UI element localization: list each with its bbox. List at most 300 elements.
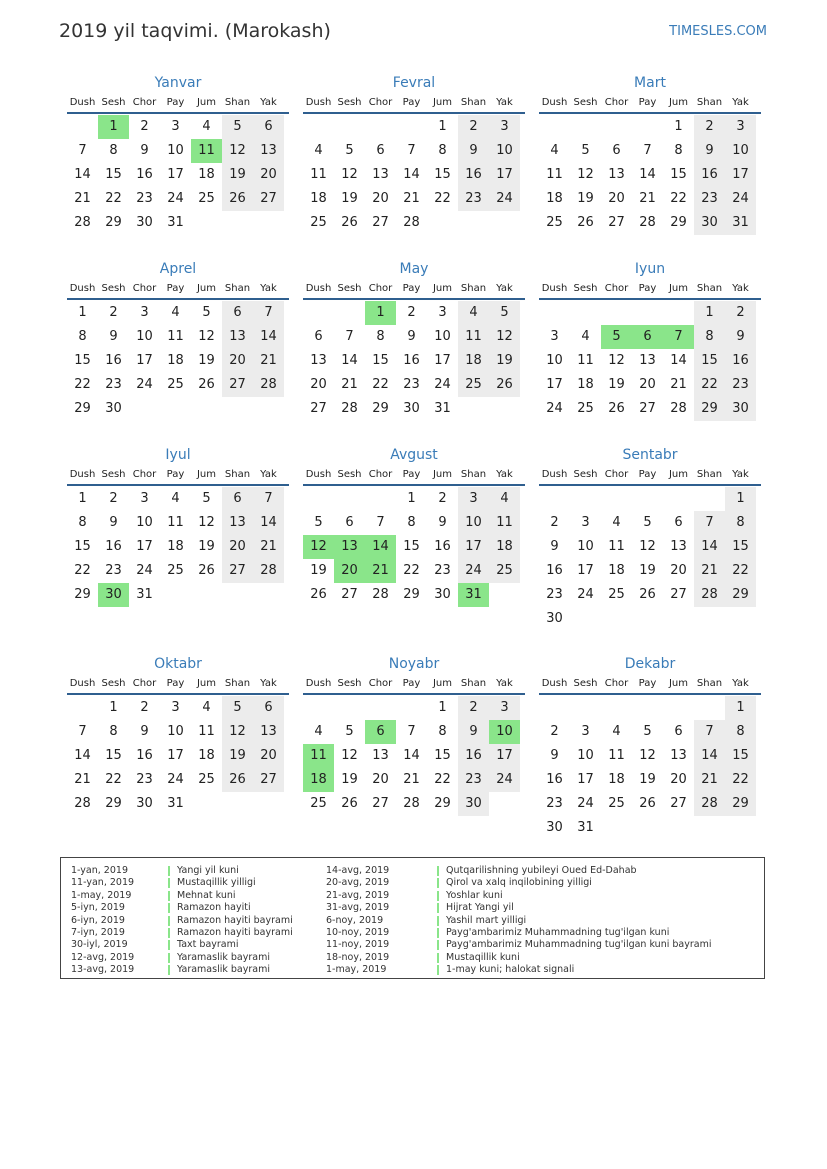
day-cell: 13 [310,353,327,368]
day-cell: 27 [608,215,625,230]
day-cell: 29 [105,215,122,230]
day-cell: 17 [489,744,520,768]
holiday-marker [437,928,439,938]
day-cell: 6 [674,724,683,739]
holiday-name: 1-may kuni; halokat signali [446,964,575,976]
weekday-label: Chor [132,469,157,480]
day-cell: 12 [198,329,215,344]
day-cell: 19 [639,772,656,787]
day-cell: 16 [105,353,122,368]
day-grid [303,696,525,816]
day-cell: 18 [608,772,625,787]
holiday-name: Payg'ambarimiz Muhammadning tug'ilgan kuni bayrami [446,939,712,951]
weekday-label: Chor [132,678,157,689]
day-cell: 20 [639,377,656,392]
day-cell: 5 [643,515,652,530]
day-cell: 6 [314,329,323,344]
holiday-name: Qirol va xalq inqilobining yilligi [446,877,592,889]
day-cell: 14 [341,353,358,368]
day-cell: 9 [550,748,559,763]
day-cell: 12 [222,139,253,163]
weekday-label: Shan [696,97,723,108]
day-cell: 24 [489,768,520,792]
day-cell: 21 [403,772,420,787]
day-cell: 17 [577,772,594,787]
day-cell: 7 [253,301,284,325]
day-cell: 8 [725,511,756,535]
weekday-label: Pay [638,469,657,480]
weekday-label: Pay [166,97,185,108]
day-cell: 20 [222,349,253,373]
day-cell: 19 [577,191,594,206]
day-cell: 12 [198,515,215,530]
day-cell: 19 [608,377,625,392]
weekday-label: Sesh [101,678,126,689]
day-cell: 27 [639,401,656,416]
day-cell: 12 [577,167,594,182]
day-cell: 26 [222,187,253,211]
page-title: 2019 yil taqvimi. (Marokash) [59,20,331,42]
weekday-label: Pay [402,678,421,689]
weekday-label: Shan [224,678,251,689]
day-cell: 9 [407,329,416,344]
day-cell: 3 [140,491,149,506]
holiday-date: 1-may, 2019 [326,964,387,976]
weekday-label: Sesh [337,283,362,294]
empty-cell [303,115,334,139]
day-cell: 30 [546,820,563,835]
day-cell: 7 [376,515,385,530]
day-cell: 16 [694,163,725,187]
day-cell: 11 [608,539,625,554]
day-cell: 28 [372,587,389,602]
holiday-name: Yangi yil kuni [177,865,239,876]
day-cell: 24 [167,191,184,206]
day-cell: 25 [198,772,215,787]
weekday-label: Jum [668,678,689,689]
day-cell: 20 [372,191,389,206]
day-cell: 7 [253,487,284,511]
holiday-date: 20-avg, 2019 [326,877,390,889]
empty-cell [334,115,365,139]
day-cell: 18 [167,353,184,368]
day-cell: 9 [458,139,489,163]
day-cell: 20 [670,772,687,787]
day-cell: 18 [458,349,489,373]
day-cell: 4 [171,305,180,320]
holiday-name: Payg'ambarimiz Muhammadning tug'ilgan kuni [446,926,670,938]
day-cell: 17 [167,167,184,182]
day-cell: 25 [546,215,563,230]
day-cell: 20 [222,535,253,559]
weekday-label: Yak [260,97,277,108]
day-cell: 22 [434,191,451,206]
weekday-label: Yak [732,469,749,480]
day-cell: 16 [458,744,489,768]
day-cell: 17 [725,163,756,187]
weekday-label: Yak [496,97,513,108]
weekday-label: Dush [305,283,332,294]
weekday-label: Pay [638,678,657,689]
day-cell: 7 [407,724,416,739]
weekday-label: Dush [305,678,332,689]
weekday-label: Dush [541,469,568,480]
day-cell: 1 [438,119,447,134]
weekday-header [539,466,761,486]
day-cell: 14 [253,325,284,349]
weekday-label: Dush [69,469,96,480]
month-sentabr [539,444,761,631]
day-cell: 25 [167,563,184,578]
day-cell: 28 [74,796,91,811]
day-cell: 9 [458,720,489,744]
day-cell: 29 [670,215,687,230]
weekday-label: Chor [604,97,629,108]
weekday-label: Jum [196,97,217,108]
day-cell: 13 [372,167,389,182]
day-cell: 27 [670,796,687,811]
day-grid [303,301,525,421]
day-cell: 22 [694,373,725,397]
weekday-label: Shan [460,97,487,108]
day-cell: 1 [725,696,756,720]
weekday-label: Jum [196,678,217,689]
day-cell: 10 [489,139,520,163]
day-cell: 4 [581,329,590,344]
day-grid [539,115,761,235]
weekday-label: Pay [402,283,421,294]
day-cell: 29 [74,587,91,602]
day-cell: 7 [643,143,652,158]
day-cell: 6 [222,487,253,511]
empty-cell [601,115,632,139]
weekday-header [67,466,289,486]
day-cell: 24 [167,772,184,787]
day-cell: 13 [253,139,284,163]
holiday-date: 7-iyn, 2019 [71,926,125,938]
day-cell: 26 [639,587,656,602]
weekday-header [303,94,525,114]
day-cell: 24 [434,377,451,392]
month-name: Oktabr [154,656,202,672]
weekday-label: Sesh [337,97,362,108]
day-cell: 12 [341,167,358,182]
month-dekabr [539,653,761,840]
weekday-header [303,675,525,695]
day-cell: 3 [581,724,590,739]
empty-cell [570,115,601,139]
day-cell: 7 [694,511,725,535]
day-cell: 25 [458,373,489,397]
weekday-label: Shan [224,469,251,480]
day-cell: 2 [550,724,559,739]
legend-row [61,902,761,914]
day-cell: 2 [407,305,416,320]
holiday-name: Taxt bayrami [177,939,239,951]
month-aprel [67,258,289,421]
day-cell: 4 [612,515,621,530]
day-cell: 26 [341,215,358,230]
day-cell: 24 [725,187,756,211]
day-cell: 11 [608,748,625,763]
day-cell: 8 [438,143,447,158]
day-cell: 6 [612,143,621,158]
day-cell: 13 [334,535,365,559]
day-cell: 23 [546,796,563,811]
day-cell: 20 [372,772,389,787]
day-cell: 12 [608,353,625,368]
empty-cell [334,487,365,511]
weekday-label: Pay [402,97,421,108]
weekday-label: Chor [368,283,393,294]
day-cell: 5 [581,143,590,158]
legend-row [61,939,761,951]
day-cell: 31 [167,796,184,811]
day-cell: 10 [489,720,520,744]
day-cell: 28 [694,583,725,607]
empty-cell [539,487,570,511]
day-cell: 2 [109,491,118,506]
day-cell: 23 [458,187,489,211]
weekday-label: Yak [260,283,277,294]
day-cell: 3 [489,115,520,139]
empty-cell [396,115,427,139]
day-cell: 16 [458,163,489,187]
day-cell: 12 [489,325,520,349]
day-cell: 11 [167,329,184,344]
day-cell: 18 [167,539,184,554]
day-cell: 13 [639,353,656,368]
day-cell: 16 [403,353,420,368]
weekday-label: Shan [460,283,487,294]
day-cell: 12 [222,720,253,744]
empty-cell [694,487,725,511]
day-grid [539,301,761,421]
day-cell: 31 [577,820,594,835]
weekday-label: Shan [696,469,723,480]
month-noyabr [303,653,525,816]
month-name: May [399,261,429,277]
month-name: Dekabr [624,656,676,672]
day-grid [67,487,289,607]
weekday-label: Sesh [573,469,598,480]
day-cell: 19 [222,163,253,187]
weekday-label: Yak [496,469,513,480]
weekday-label: Sesh [337,469,362,480]
day-cell: 27 [372,215,389,230]
day-cell: 1 [98,115,129,139]
day-cell: 13 [608,167,625,182]
holiday-date: 1-may, 2019 [71,889,132,901]
month-yanvar [67,72,289,235]
day-cell: 21 [694,768,725,792]
day-cell: 8 [725,720,756,744]
day-cell: 11 [310,167,327,182]
day-cell: 14 [639,167,656,182]
day-cell: 22 [105,191,122,206]
day-cell: 4 [489,487,520,511]
weekday-label: Dush [541,283,568,294]
day-cell: 26 [341,796,358,811]
day-cell: 10 [167,143,184,158]
day-cell: 18 [303,768,334,792]
day-cell: 21 [694,559,725,583]
weekday-label: Dush [305,469,332,480]
weekday-label: Yak [732,283,749,294]
day-cell: 7 [345,329,354,344]
holiday-name: Yaramaslik bayrami [177,951,270,963]
holiday-date: 1-yan, 2019 [71,865,128,876]
day-cell: 19 [341,191,358,206]
day-cell: 29 [74,401,91,416]
day-cell: 20 [334,559,365,583]
day-cell: 5 [222,115,253,139]
day-cell: 27 [341,587,358,602]
day-cell: 2 [140,700,149,715]
day-grid [539,487,761,631]
day-cell: 6 [345,515,354,530]
day-cell: 6 [253,696,284,720]
weekday-label: Shan [696,678,723,689]
day-cell: 13 [253,720,284,744]
day-cell: 1 [438,700,447,715]
weekday-header [67,94,289,114]
empty-cell [601,487,632,511]
empty-cell [539,115,570,139]
day-cell: 6 [674,515,683,530]
site-link[interactable]: TIMESLES.COM [669,24,767,39]
day-cell: 24 [546,401,563,416]
month-name: Iyul [165,447,191,463]
weekday-label: Yak [732,678,749,689]
weekday-header [303,280,525,300]
day-cell: 16 [434,539,451,554]
day-cell: 7 [407,143,416,158]
day-cell: 30 [546,611,563,626]
empty-cell [303,487,334,511]
day-cell: 5 [643,724,652,739]
weekday-label: Pay [166,469,185,480]
holiday-name: Qutqarilishning yubileyi Oued Ed-Dahab [446,865,637,876]
empty-cell [632,696,663,720]
holiday-date: 21-avg, 2019 [326,889,390,901]
day-cell: 11 [191,139,222,163]
day-cell: 9 [725,325,756,349]
day-cell: 26 [310,587,327,602]
day-cell: 31 [136,587,153,602]
weekday-label: Dush [541,678,568,689]
month-name: Sentabr [622,447,678,463]
holiday-name: Yashil mart yilligi [446,914,527,926]
day-cell: 15 [670,167,687,182]
day-cell: 1 [725,487,756,511]
empty-cell [303,301,334,325]
day-cell: 10 [546,353,563,368]
day-cell: 19 [489,349,520,373]
weekday-header [303,466,525,486]
holiday-name: Ramazon hayiti bayrami [177,926,293,938]
weekday-header [539,94,761,114]
day-cell: 24 [136,563,153,578]
weekday-label: Dush [69,97,96,108]
empty-cell [334,696,365,720]
day-cell: 19 [310,563,327,578]
day-cell: 9 [438,515,447,530]
holiday-marker [437,891,439,901]
day-cell: 19 [341,772,358,787]
weekday-label: Pay [638,97,657,108]
day-grid [67,115,289,235]
day-cell: 6 [376,143,385,158]
weekday-label: Shan [224,97,251,108]
holiday-marker [437,866,439,876]
weekday-header [67,280,289,300]
weekday-label: Chor [604,469,629,480]
day-cell: 26 [222,768,253,792]
empty-cell [570,696,601,720]
holiday-date: 13-avg, 2019 [71,964,135,976]
day-cell: 17 [546,377,563,392]
day-cell: 29 [725,583,756,607]
weekday-label: Jum [196,469,217,480]
day-cell: 8 [78,515,87,530]
day-cell: 29 [372,401,389,416]
month-name: Noyabr [388,656,440,672]
day-cell: 17 [577,563,594,578]
day-cell: 25 [608,796,625,811]
weekday-label: Jum [196,283,217,294]
day-cell: 26 [198,563,215,578]
month-iyul [67,444,289,607]
day-cell: 21 [74,191,91,206]
day-cell: 22 [725,768,756,792]
day-cell: 13 [222,511,253,535]
holiday-legend [60,857,765,979]
day-cell: 5 [202,305,211,320]
month-name: Fevral [392,75,436,91]
day-cell: 25 [577,401,594,416]
legend-row [61,952,761,964]
day-cell: 23 [725,373,756,397]
weekday-label: Chor [132,283,157,294]
day-cell: 18 [198,748,215,763]
empty-cell [570,487,601,511]
day-cell: 14 [403,748,420,763]
day-cell: 13 [222,325,253,349]
day-cell: 15 [403,539,420,554]
weekday-label: Yak [260,469,277,480]
day-cell: 14 [253,511,284,535]
day-cell: 15 [105,748,122,763]
weekday-label: Pay [166,283,185,294]
weekday-label: Dush [69,283,96,294]
holiday-date: 18-noy, 2019 [326,951,390,963]
month-oktabr [67,653,289,816]
empty-cell [694,696,725,720]
day-cell: 17 [167,748,184,763]
holiday-date: 31-avg, 2019 [326,902,390,914]
day-cell: 2 [694,115,725,139]
legend-row [61,915,761,927]
month-name: Aprel [159,261,197,277]
day-cell: 19 [222,744,253,768]
day-cell: 12 [639,748,656,763]
day-cell: 5 [202,491,211,506]
empty-cell [663,487,694,511]
day-cell: 16 [546,563,563,578]
day-cell: 27 [372,796,389,811]
day-cell: 21 [365,559,396,583]
